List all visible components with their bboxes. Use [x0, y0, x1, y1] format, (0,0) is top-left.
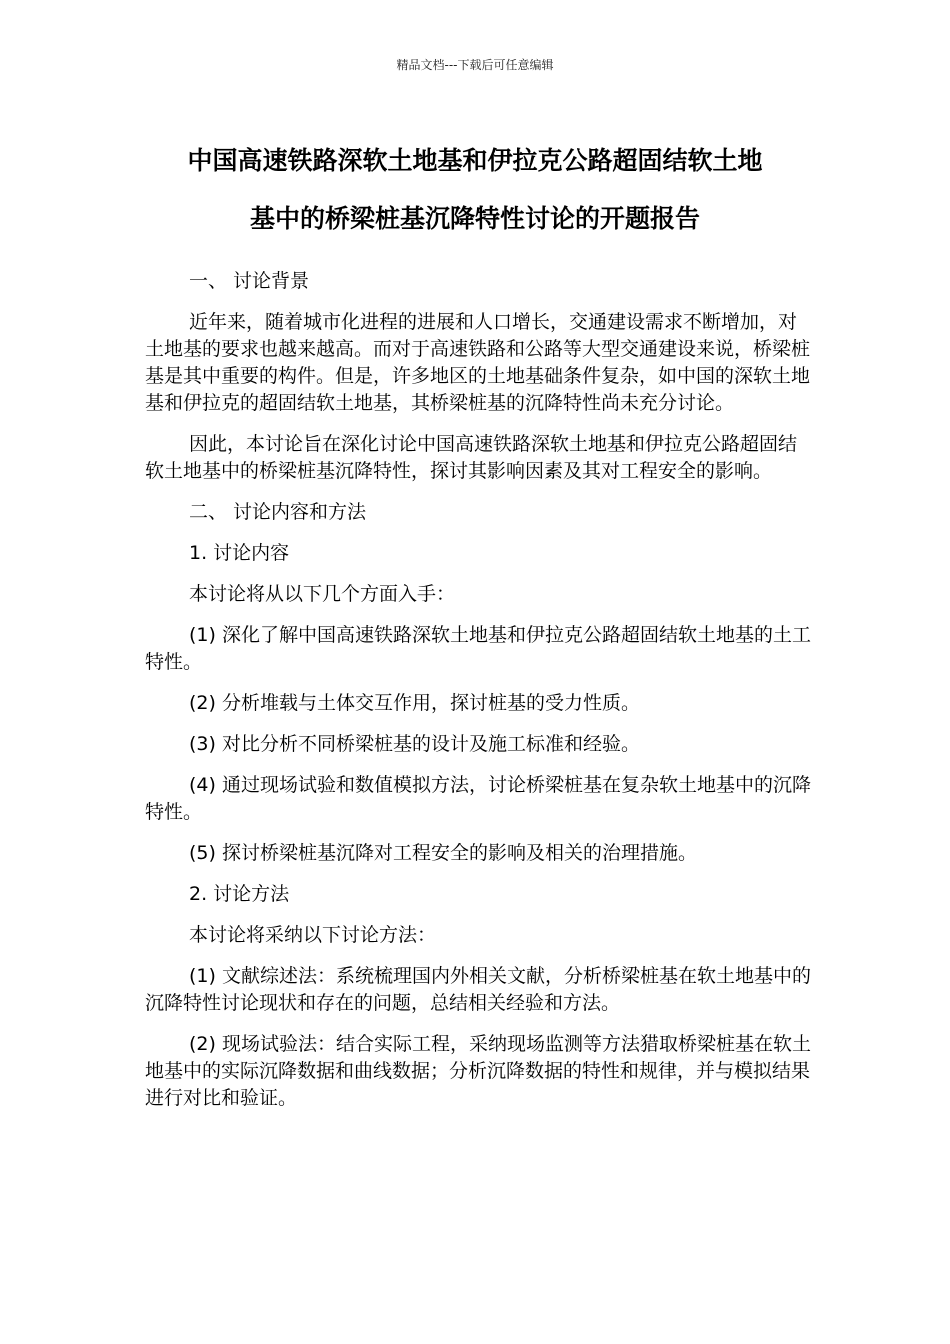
- paragraph: 本讨论将采纳以下讨论方法：: [189, 924, 437, 946]
- header-note: 精品文档---下载后可任意编辑: [396, 58, 554, 72]
- list-item: (3) 对比分析不同桥梁桩基的设计及施工标准和经验。: [189, 733, 640, 755]
- title-line-2: 基中的桥梁桩基沉降特性讨论的开题报告: [249, 204, 700, 233]
- document-body: [145, 268, 813, 1126]
- subsection-heading-content: 1. 讨论内容: [189, 542, 290, 564]
- list-item: (1) 文献综述法：系统梳理国内外相关文献，分析桥梁桩基在软土地基中的沉降特性讨论现状和存在的问题，总结相关经验和方法。: [145, 965, 811, 1014]
- paragraph: 近年来，随着城市化进程的进展和人口增长，交通建设需求不断增加，对土地基的要求也越来越高。而对于高速铁路和公路等大型交通建设来说，桥梁桩基是其中重要的构件。但是，许多地区的土地基础条件复杂，如中国的深软土地基和伊拉克的超固结软土地基，其桥梁桩基的沉降特性尚未充分讨论。: [145, 311, 811, 414]
- list-item: (5) 探讨桥梁桩基沉降对工程安全的影响及相关的治理措施。: [189, 842, 697, 864]
- section-heading-content-method: 二、 讨论内容和方法: [189, 501, 367, 523]
- list-item: (2) 分析堆载与土体交互作用，探讨桩基的受力性质。: [189, 692, 640, 714]
- section-heading-background: 一、 讨论背景: [189, 270, 310, 292]
- paragraph: 因此，本讨论旨在深化讨论中国高速铁路深软土地基和伊拉克公路超固结软土地基中的桥梁桩基沉降特性，探讨其影响因素及其对工程安全的影响。: [145, 433, 798, 482]
- list-item: (2) 现场试验法：结合实际工程，采纳现场监测等方法猎取桥梁桩基在软土地基中的实际沉降数据和曲线数据；分析沉降数据的特性和规律，并与模拟结果进行对比和验证。: [145, 1033, 811, 1109]
- title-line-1: 中国高速铁路深软土地基和伊拉克公路超固结软土地: [187, 146, 763, 175]
- paragraph: 本讨论将从以下几个方面入手：: [189, 583, 456, 605]
- list-item: (1) 深化了解中国高速铁路深软土地基和伊拉克公路超固结软土地基的土工特性。: [145, 624, 811, 673]
- list-item: (4) 通过现场试验和数值模拟方法，讨论桥梁桩基在复杂软土地基中的沉降特性。: [145, 774, 811, 823]
- subsection-heading-method: 2. 讨论方法: [189, 883, 290, 905]
- document-title: [140, 132, 810, 248]
